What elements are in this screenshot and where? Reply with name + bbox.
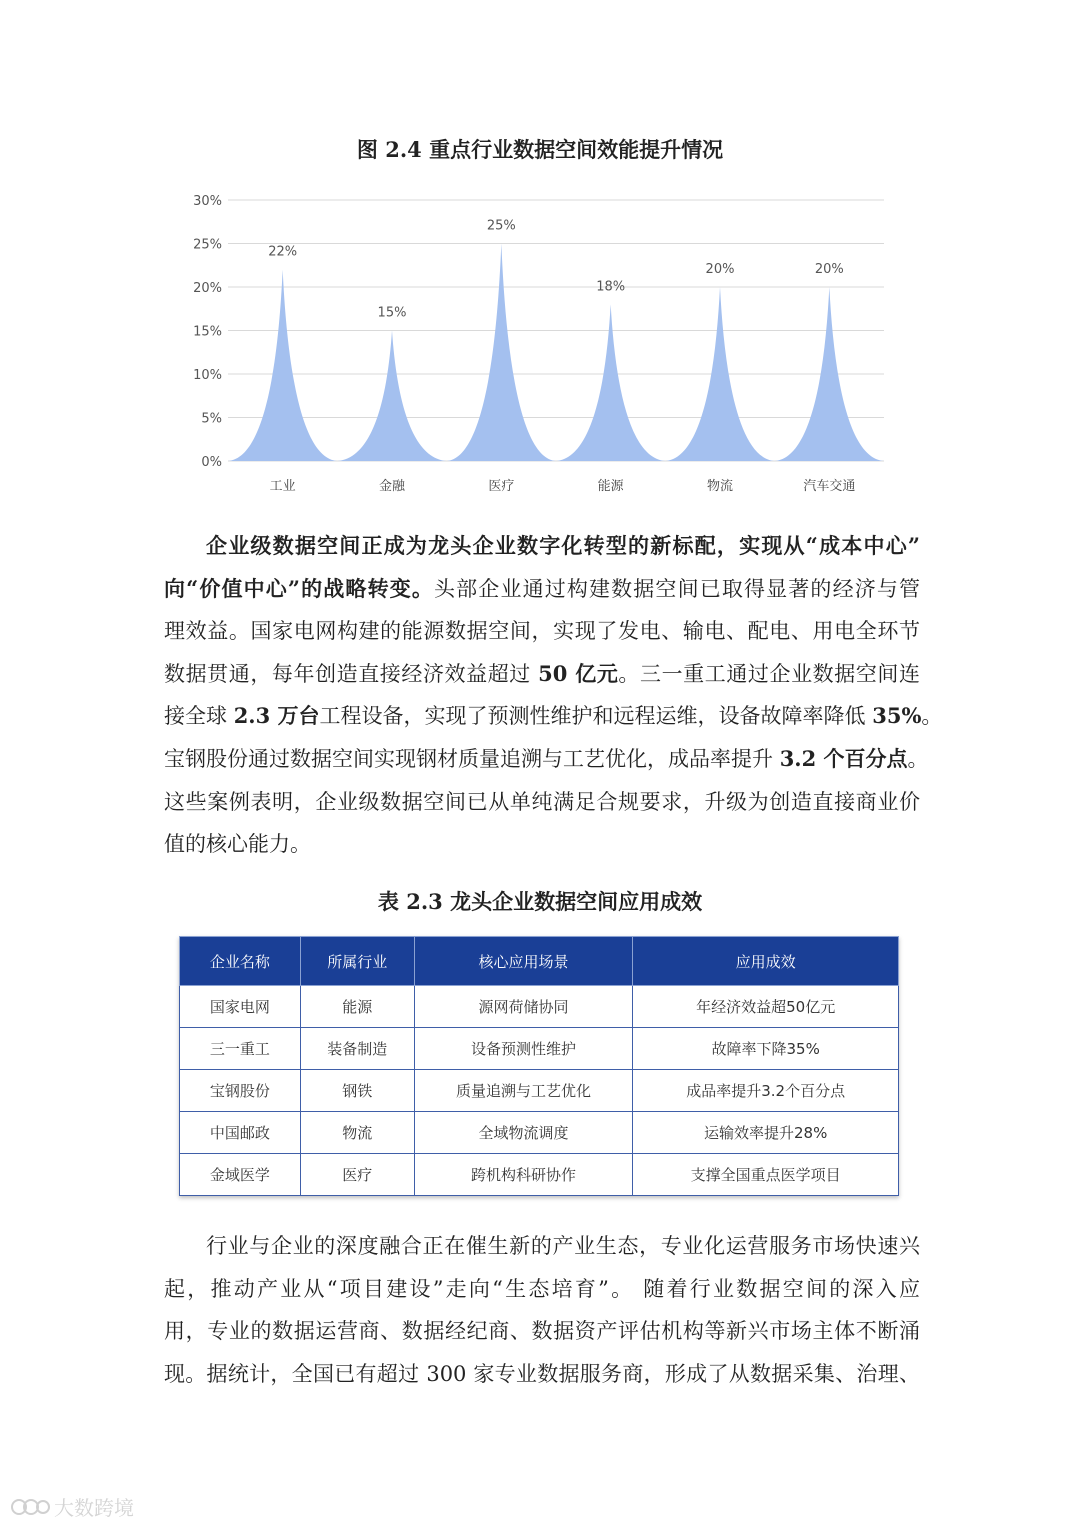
table-cell: 质量追溯与工艺优化 [414, 1070, 633, 1112]
column-header: 核心应用场景 [414, 937, 633, 986]
table-cell: 全域物流调度 [414, 1112, 633, 1154]
y-tick-label: 25% [193, 237, 222, 253]
area-chart [170, 180, 900, 500]
paragraph-1-line: 数据贯通，每年创造直接经济效益超过 50 亿元。三一重工通过企业数据空间连 [164, 660, 920, 686]
table-cell: 宝钢股份 [180, 1070, 301, 1112]
x-tick-label: 金融 [378, 479, 406, 494]
y-tick-label: 30% [193, 194, 222, 209]
paragraph-1-line [164, 525, 920, 568]
paragraph-2-line: 现。据统计，全国已有超过 300 家专业数据服务商，形成了从数据采集、治理、 [164, 1361, 920, 1386]
table-row [180, 986, 899, 1028]
x-tick-label: 工业 [269, 479, 296, 494]
bold-text: 35% [872, 703, 922, 729]
table-cell: 医疗 [300, 1154, 414, 1196]
paragraph-1-line: 理效益。国家电网构建的能源数据空间，实现了发电、输电、配电、用电全环节 [164, 619, 920, 644]
table-cell: 钢铁 [300, 1070, 414, 1112]
x-tick-label: 物流 [706, 479, 734, 494]
x-tick-label: 汽车交通 [803, 479, 856, 494]
bold-text: 2.3 万台 [233, 703, 320, 729]
table-row [180, 1028, 899, 1070]
table-cell: 支撑全国重点医学项目 [633, 1154, 899, 1196]
table-cell: 装备制造 [300, 1028, 414, 1070]
y-tick-label: 5% [201, 411, 222, 427]
area-peak [337, 331, 446, 462]
table-cell: 成品率提升3.2个百分点 [633, 1070, 899, 1112]
table-row [180, 1112, 899, 1154]
bold-text: 3.2 个百分点 [779, 745, 908, 771]
paragraph-1 [164, 525, 943, 866]
table-cell: 物流 [300, 1112, 414, 1154]
table-cell: 设备预测性维护 [414, 1028, 633, 1070]
paragraph-1-line: 接全球 2.3 万台工程设备，实现了预测性维护和远程运维，设备故障率降低 35%。 [164, 703, 943, 729]
data-label: 20% [814, 262, 844, 277]
paragraph-2 [164, 1225, 920, 1395]
table-row [180, 1070, 899, 1112]
table-cell: 源网荷储协同 [414, 986, 633, 1028]
table-cell: 中国邮政 [180, 1112, 301, 1154]
y-tick-label: 0% [201, 455, 222, 470]
table-cell: 故障率下降35% [633, 1028, 899, 1070]
bold-text: 50 亿元 [538, 660, 619, 686]
watermark-text: 大数跨境 [54, 1496, 134, 1520]
paragraph-1-line: 这些案例表明，企业级数据空间已从单纯满足合规要求，升级为创造直接商业价 [164, 789, 920, 814]
area-peak [228, 270, 337, 461]
table-cell: 年经济效益超50亿元 [633, 986, 899, 1028]
column-header: 企业名称 [180, 937, 301, 986]
table-title: 表 2.3 龙头企业数据空间应用成效 [377, 889, 703, 914]
table-cell: 运输效率提升28% [633, 1112, 899, 1154]
table-cell: 能源 [300, 986, 414, 1028]
table-header-row [180, 937, 899, 986]
bold-text: 向“价值中心”的战略转变。 [164, 575, 435, 601]
x-tick-label: 医疗 [488, 479, 515, 494]
x-tick-label: 能源 [597, 479, 624, 494]
column-header: 应用成效 [633, 937, 899, 986]
data-label: 22% [268, 244, 298, 260]
table-cell: 三一重工 [180, 1028, 301, 1070]
paragraph-2-line: 行业与企业的深度融合正在催生新的产业生态，专业化运营服务市场快速兴 [206, 1234, 920, 1258]
area-peak [556, 304, 665, 461]
data-label: 25% [486, 218, 516, 234]
data-label: 20% [705, 262, 735, 277]
column-header: 所属行业 [300, 937, 414, 986]
watermark [10, 1492, 134, 1521]
data-label: 15% [377, 305, 407, 321]
y-tick-label: 15% [193, 324, 222, 340]
paragraph-1-line: 值的核心能力。 [164, 832, 311, 857]
table-row [180, 1154, 899, 1196]
area-peak [447, 244, 556, 462]
y-tick-label: 10% [193, 368, 222, 383]
paragraph-1-line: 宝钢股份通过数据空间实现钢材质量追溯与工艺优化，成品率提升 3.2 个百分点。 [164, 745, 929, 771]
bold-text: 企业级数据空间正成为龙头企业数字化转型的新标配，实现从“成本中心” [206, 533, 920, 558]
paragraph-1-line: 向“价值中心”的战略转变。头部企业通过构建数据空间已取得显著的经济与管 [164, 575, 920, 601]
table-cell: 金域医学 [180, 1154, 301, 1196]
paragraph-2-line: 起，推动产业从“项目建设”走向“生态培育”。 随着行业数据空间的深入应 [164, 1276, 920, 1301]
paragraph-2-line: 用，专业的数据运营商、数据经纪商、数据资产评估机构等新兴市场主体不断涌 [164, 1319, 920, 1344]
figure-title: 图 2.4 重点行业数据空间效能提升情况 [356, 137, 724, 162]
table-cell: 跨机构科研协作 [414, 1154, 633, 1196]
data-label: 18% [596, 279, 626, 295]
y-tick-label: 20% [193, 281, 222, 296]
logo-icon [10, 1496, 50, 1518]
table-cell: 国家电网 [180, 986, 301, 1028]
results-table [179, 936, 899, 1196]
